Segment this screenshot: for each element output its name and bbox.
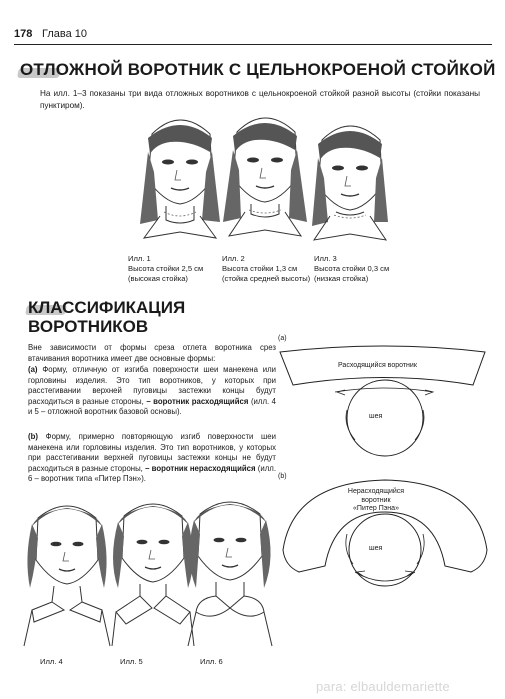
caption-number: Илл. 2	[222, 254, 245, 263]
label-line: воротник	[361, 496, 391, 504]
caption-number: Илл. 3	[314, 254, 337, 263]
illustration-4-face	[22, 498, 112, 648]
caption-line: (стойка средней высоты)	[222, 274, 311, 283]
item-a-text: Форму, отличную от изгиба поверхности шеи манекена или горловины изделия. Это тип воротников, у которых при расстегивании верхней пуговицы застежки концы будут расходиться в разные стороны,	[28, 365, 276, 406]
item-a-tail: (илл. 4 и 5 – отложной воротник базовой основы).	[28, 396, 277, 417]
caption-ill-5: Илл. 5	[120, 657, 143, 666]
caption-line: (высокая стойка)	[128, 274, 188, 283]
divergent-collar-label: Расходящийся воротник	[338, 362, 417, 369]
caption-line: Высота стойки 0,3 см	[314, 264, 390, 273]
chapter-title: Глава 10	[42, 28, 88, 40]
item-a-marker: (a)	[28, 365, 38, 374]
title-line: КЛАССИФИКАЦИЯ	[28, 298, 186, 317]
caption-line: (низкая стойка)	[314, 274, 369, 283]
item-b	[28, 432, 276, 485]
header-rule	[14, 44, 492, 45]
section-title-collar: ОТЛОЖНОЙ ВОРОТНИК С ЦЕЛЬНОКРОЕНОЙ СТОЙКОЙ	[20, 60, 496, 79]
item-a	[28, 365, 276, 418]
item-a-bold: – воротник расходящийся	[146, 396, 249, 406]
neck-label-a: шея	[369, 413, 383, 420]
caption-ill-2	[222, 254, 310, 284]
diagram-b-label: (b)	[278, 473, 287, 480]
classification-intro: Вне зависимости от формы среза отлета воротника срез втачивания воротника имеет две основные формы:	[28, 343, 276, 363]
section-intro: На илл. 1–3 показаны три вида отложных воротников с цельнокроеной стойкой разной высоты (стойки показаны пунктиром).	[40, 89, 480, 110]
peter-pan-collar-label	[343, 488, 409, 514]
caption-line: Высота стойки 2,5 см	[128, 264, 204, 273]
item-b-marker: (b)	[28, 432, 38, 441]
diagram-a-label: (a)	[278, 335, 287, 342]
illustration-6-face	[184, 494, 276, 648]
caption-line: Высота стойки 1,3 см	[222, 264, 298, 273]
caption-ill-1	[128, 254, 203, 284]
caption-ill-3	[314, 254, 389, 284]
item-b-bold: – воротник нерасходящийся	[145, 463, 256, 473]
section-title-classification	[28, 298, 185, 336]
item-b-tail: (илл. 6 – воротник типа «Питер Пэн»).	[28, 463, 277, 484]
caption-ill-6: Илл. 6	[200, 657, 223, 666]
title-line: ВОРОТНИКОВ	[28, 317, 149, 336]
caption-ill-4: Илл. 4	[40, 657, 63, 666]
label-line: Нерасходящийся	[347, 488, 405, 495]
watermark: para: elbauldemariette	[316, 679, 450, 694]
neck-label-b: шея	[369, 545, 383, 552]
label-line: «Питер Пэна»	[353, 505, 399, 512]
page-number: 178	[14, 28, 33, 40]
item-b-text: Форму, примерно повторяющую изгиб поверхности шеи манекена или горловины изделия. Это тип воротников, у которых при расстегивании верхней пуговицы застежки концы не будут расходиться в разные стороны,	[28, 432, 276, 473]
caption-number: Илл. 1	[128, 254, 151, 263]
diagram-a-divergent-collar	[275, 340, 495, 470]
illustration-3-face	[300, 118, 400, 242]
